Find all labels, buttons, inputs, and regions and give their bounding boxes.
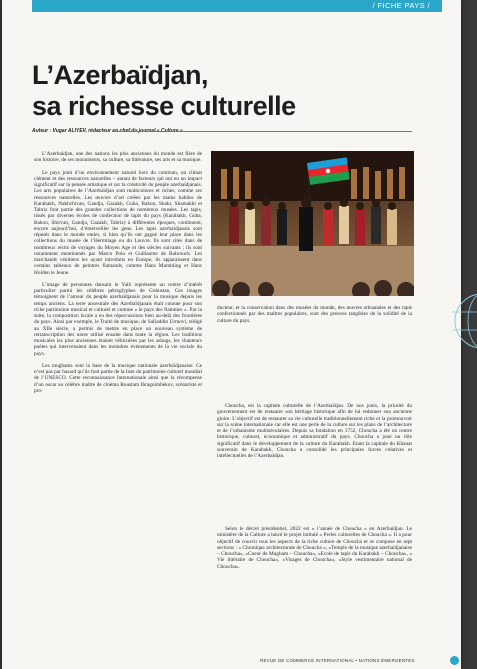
article-column-right-choucha (217, 403, 412, 465)
title-line-1: L’Azerbaïdjan, (32, 60, 209, 90)
article-column-right-continuation (217, 305, 412, 330)
page-number-badge (450, 656, 459, 665)
page-title (32, 60, 432, 122)
paragraph: L’Azerbaïdjan, une des nations les plus anciennes du monde est fière de son histoire, de ses monuments, sa culture, sa littérature, ses arts et sa musique. (34, 151, 202, 164)
page-footer: REVUE DE COMMERCE INTERNATIONAL • NATIONS ÉMERGENTES (260, 658, 415, 663)
article-column-right-decree (217, 526, 412, 576)
section-tab (32, 0, 442, 12)
globe-icon (452, 292, 477, 350)
paragraph: Selon le décret présidentiel, 2022 est « l’année de Choucha » en Azerbaïdjan. Le ministère de la Culture a lancé le projet intitulé « Perles culturelles de Choucha ». Il a pour objectif de couvrir tous les aspects de la riche culture de Choucha et se compose en sept sections : « Chronique architecturale de Choucha », «Temple de la musique azerbaïdjanaise – Choucha», «Coeur de Mugham – Choucha», «Ecole de tapis du Karabakh – Choucha», « Vie littéraire de Choucha», «Visages de Choucha», «Style vestimentaire national de Choucha». (217, 526, 412, 570)
magazine-page (2, 0, 461, 669)
paragraph: ducteur, et la conservation dans des musées du monde, des œuvres artisanales et des tapis confectionnés par des maîtres populaires, sont des preuves tangibles de la solidité de la culture du pays. (217, 305, 412, 324)
paragraph: L’image de personnes dansant le Yalli représente un centre d’intérêt particulier parmi les célèbres pétroglyphes de Gobustan. Ces images témoignent de l’amour du peuple azerbaïdjanais pour la musique depuis les temps anciens. La terre ancestrale des Azerbaïdjanais était connue pour son riche patrimoine musical et culturel et comme « le pays des flammes ». Par la suite, la composition locale a eu des répercussions bien au-delà des frontières du pays. Ainsi par exemple, le Traité de musique, de Safiaddin Urmovi, rédigé au XIIe siècle, a permis de mettre en place un nouveau système de retranscription des notes utilisé ensuite dans toute la région. Les traditions musicales les plus anciennes étaient véhiculées par les ashugs, les chanteurs poètes qui intervenaient dans les moindres événements de la vie sociale du pays. (34, 281, 202, 357)
title-line-2: sa richesse culturelle (32, 91, 296, 121)
dancers-photo (211, 151, 414, 296)
stage-scene-image (211, 151, 414, 296)
paragraph: Le pays jouit d’un environnement naturel hors du commun, un climat clément et des ressources naturelles – autant de facteurs qui ont eu un impact significatif sur la pensée artistique et sur la créativité du peuple azerbaïdjanais. Les arts populaires de l’Azerbaïdjan sont multicolores et riches, comme ses ressources naturelles. Les œuvres d’art créées par les mains habiles de Karabakh, Nakhchivan, Gandja, Gazakh, Guba, Bakou, Shaki, Shamakhi et Tabriz font partie des grandes collections de nombreux musées. Les tapis, tissés par diverses écoles de confection de tapis du pays (Karabakh, Guba, Bakou, Shirvan, Gandja, Gazakh, Tabriz) à différentes époques, continuent, encore aujourd’hui, d’émerveiller les gens. Les tapis azerbaïdjanais sont réputés dans le monde entier, si bien qu’ils ont gagné leur place dans les collections du musée de l’Hermitage ou du Louvre. Ils sont cités dans de nombreux récits de voyages du Moyen Age et des siècles suivants ; ils sont notamment mentionnés par Marco Polo et Guillaume de Rubrouck. Les marchands vénitiens les ayant introduits en Europe, ils apparaissent dans certains tableaux de peintres flamands, comme Hans Mumbling et Hans Holden le Jeune. (34, 169, 202, 276)
article-column-left (34, 151, 202, 400)
author-byline: Auteur : Vugar ALIYEV, rédacteur en chef du journal « Culture » (32, 128, 183, 134)
paragraph: Choucha, est la capitale culturelle de l’Azerbaïdjan. De nos jours, la priorité du gouvernement est de restaurer son héritage historique afin de lui redonner son ancienne gloire. L’objectif est de restaurer sa vie culturelle traditionnellement riche et la promouvoir sur la scène internationale car elle est une perle de la culture sur les plans de l’architecture et de l’urbanisme multiséculaires. Depuis sa fondation en 1752, Choucha a été un centre historique, culturel, économique et administratif du pays. Choucha a joué un rôle significatif dans le développement de la culture du Karabakh. Etant la capitale du Khanat souverain de Karabakh, Choucha a consolidé les principales forces créatives et intellectuelles de l’Azerbaïdjan. (217, 403, 412, 459)
paragraph: Les mughams sont la base de la musique nationale azerbaïdjanaise. Ce n’est pas par hasard qu’ils font partie de la liste du patrimoine culturel mondial de l’UNESCO. Cette reconnaissance internationale ainsi que la récompense d’un oscar au célèbre maître de cinéma Roustam Ibraguimbekov, scénariste et pro- (34, 362, 202, 394)
section-label: / FICHE PAYS / (372, 1, 430, 10)
byline-divider (112, 131, 412, 132)
